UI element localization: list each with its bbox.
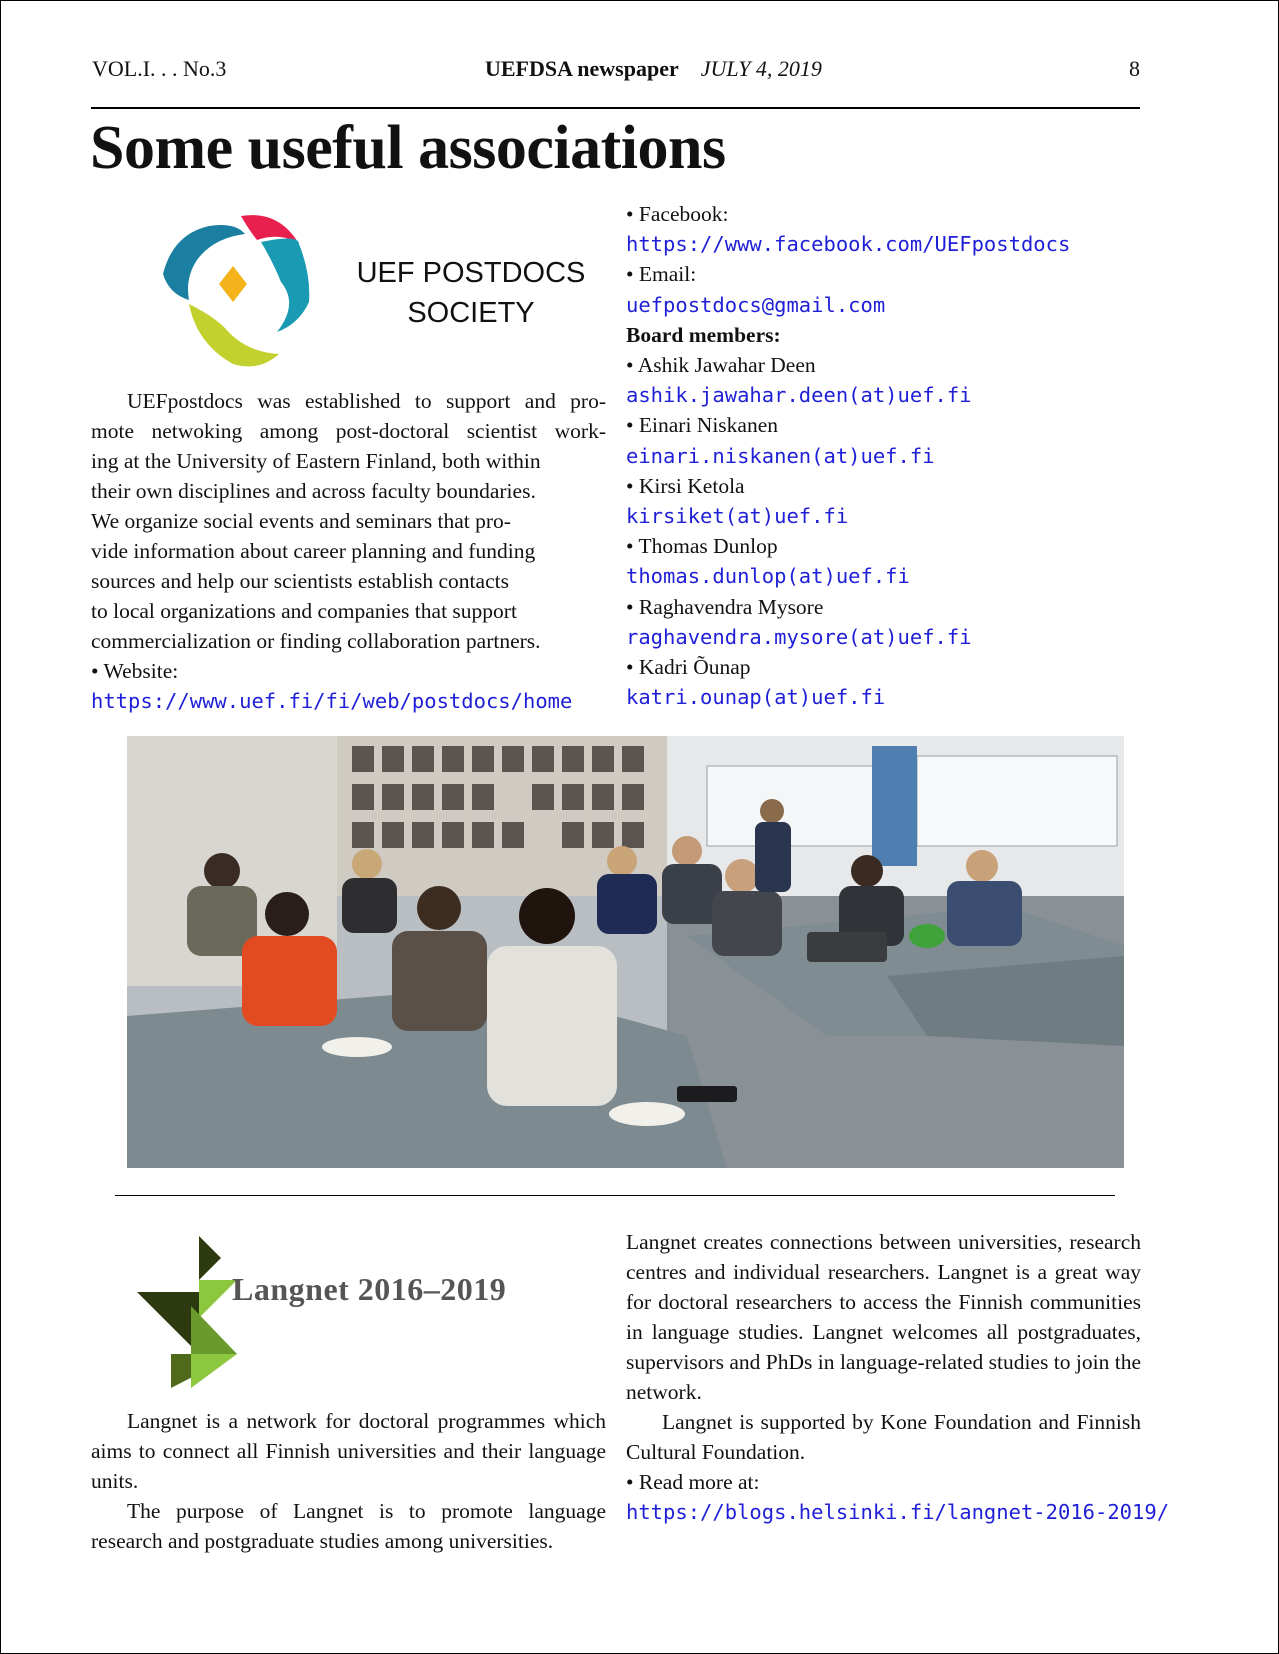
read-more-label: • Read more at: — [626, 1470, 760, 1494]
uef-postdocs-logo — [149, 204, 317, 372]
paper-name: UEFDSA newspaper — [485, 56, 679, 81]
volume-number: VOL.I. . . No.3 — [92, 56, 227, 81]
email-label: • Email: — [626, 262, 697, 287]
facebook-link[interactable]: https://www.facebook.com/UEFpostdocs — [626, 232, 1071, 257]
langnet-link[interactable]: https://blogs.helsinki.fi/langnet-2016-2019/ — [626, 1500, 1170, 1524]
desc-paragraph — [91, 386, 606, 416]
board-member-email[interactable]: thomas.dunlop(at)uef.fi — [626, 564, 910, 589]
board-member-name: • Kadri Õunap — [626, 655, 751, 680]
desc-line: their own disciplines and across faculty boundaries. — [91, 479, 536, 503]
seminar-photo — [127, 736, 1124, 1168]
logo-text-line2: SOCIETY — [407, 297, 535, 329]
board-member-name: • Einari Niskanen — [626, 413, 779, 438]
uef-postdocs-logo-text — [351, 253, 591, 333]
board-member-name: • Kirsi Ketola — [626, 473, 745, 498]
board-member-email[interactable]: ashik.jawahar.deen(at)uef.fi — [626, 383, 972, 408]
desc-line: UEFpostdocs was established to support and pro- — [127, 389, 606, 413]
desc-line: mote netwoking among post-doctoral scientist work- — [91, 419, 606, 443]
board-member-name: • Thomas Dunlop — [626, 534, 778, 559]
page-title: Some useful associations — [90, 114, 726, 182]
desc-line: commercialization or finding collaboration partners. — [91, 629, 541, 653]
desc-line: ing at the University of Eastern Finland, both within — [91, 449, 541, 473]
langnet-paragraph: Langnet is supported by Kone Foundation and Finnish Cultural Foundation. — [626, 1410, 1141, 1464]
langnet-paragraph: Langnet creates connections between universities, research centres and individual researchers. Langnet is a great way for doctoral researchers to access the Finnish communities in language studies. Langnet welcomes all postgraduates, supervisors and PhDs in language-related studies to join the network. — [626, 1230, 1141, 1404]
uef-postdocs-description — [91, 386, 606, 716]
langnet-paragraph: The purpose of Langnet is to promote language research and postgraduate studies among universities. — [91, 1499, 606, 1553]
logo-text-line1: UEF POSTDOCS — [356, 257, 586, 289]
board-member-email[interactable]: katri.ounap(at)uef.fi — [626, 685, 886, 710]
board-member-name: • Raghavendra Mysore — [626, 594, 824, 619]
issue-date: JULY 4, 2019 — [700, 56, 822, 81]
header-rule — [91, 107, 1140, 109]
masthead — [485, 56, 822, 82]
website-label: • Website: — [91, 659, 179, 683]
desc-line: We organize social events and seminars that pro- — [91, 509, 511, 533]
langnet-right-text — [626, 1227, 1170, 1527]
desc-line: to local organizations and companies that support — [91, 599, 517, 623]
page-number: 8 — [1129, 56, 1140, 81]
uef-postdocs-contacts — [626, 199, 1226, 712]
board-heading: Board members: — [626, 322, 781, 347]
board-member-name: • Ashik Jawahar Deen — [626, 353, 816, 378]
facebook-label: • Facebook: — [626, 202, 729, 226]
langnet-paragraph: Langnet is a network for doctoral programmes which aims to connect all Finnish universities and their language units. — [91, 1409, 606, 1493]
website-link[interactable]: https://www.uef.fi/fi/web/postdocs/home — [91, 689, 573, 713]
board-member-email[interactable]: einari.niskanen(at)uef.fi — [626, 443, 935, 468]
board-member-email[interactable]: raghavendra.mysore(at)uef.fi — [626, 624, 972, 649]
desc-line: sources and help our scientists establish contacts — [91, 569, 509, 593]
desc-line: vide information about career planning and funding — [91, 539, 536, 563]
langnet-left-text — [91, 1406, 606, 1556]
board-member-email[interactable]: kirsiket(at)uef.fi — [626, 504, 849, 529]
langnet-title: Langnet 2016–2019 — [232, 1271, 507, 1307]
section-divider — [115, 1195, 1115, 1196]
langnet-logo — [137, 1236, 237, 1388]
email-link[interactable]: uefpostdocs@gmail.com — [626, 292, 886, 317]
